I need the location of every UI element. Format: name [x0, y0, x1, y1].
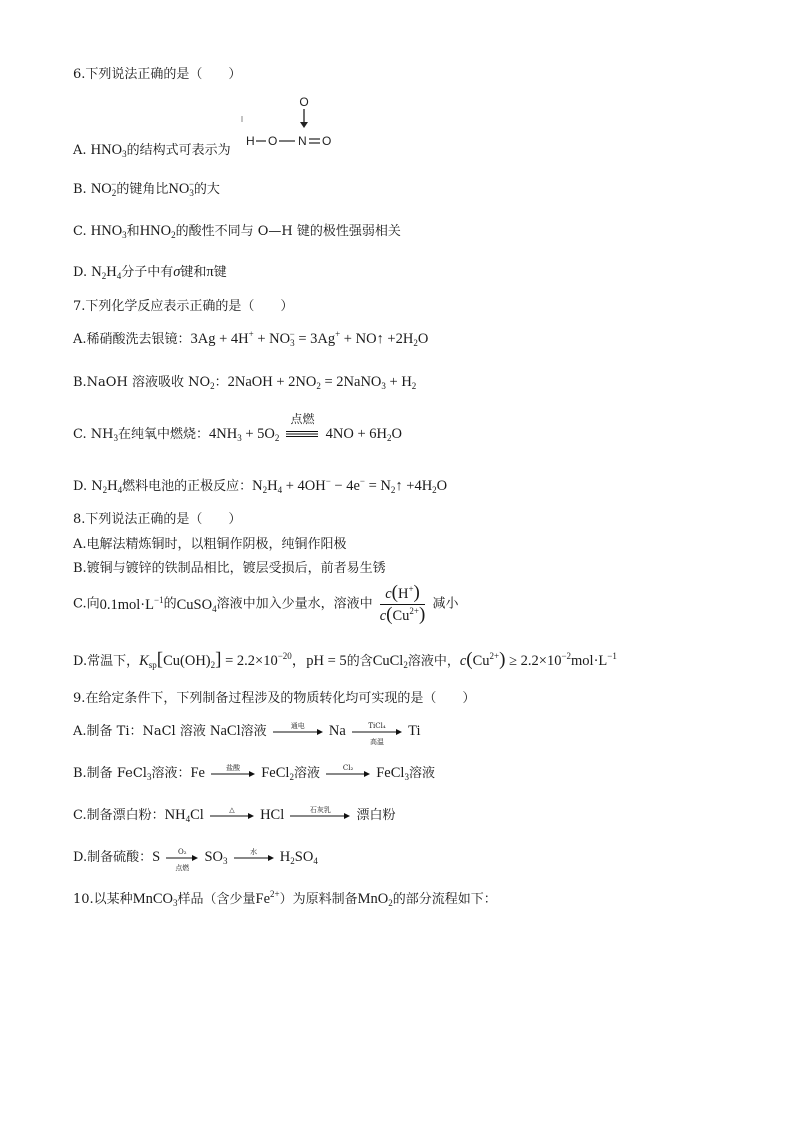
reaction-arrow: Cl₂ [326, 770, 370, 778]
reaction-arrow: 石灰乳 [290, 812, 350, 820]
q8-stem: 8.下列说法正确的是（ ） [73, 512, 242, 527]
q6-option-c: C. $HNO_3$和$HNO_2$的酸性不同与 O—H 键的极性强弱相关 [73, 223, 401, 240]
reaction-arrow: 水 [234, 854, 274, 862]
svg-text:O: O [268, 134, 278, 148]
q6-option-d: D. $N_2H_4$分子中有σ键和π键 [73, 264, 227, 281]
q6-stem: 6.下列说法正确的是（ ） [73, 67, 242, 82]
reaction-arrow: TiCl₄ 高温 [352, 728, 402, 736]
q8-option-d: D.常温下，$K_{sp}[Cu(OH)_2] = 2.2\times 10^{-20}$，pH = 5的含CuCl$_2$溶液中，$c(Cu^{2+}) \ge 2.2\times 10^{-2}mol\cdot L^{-1}$ [73, 649, 617, 670]
q7-option-a: A.稀硝酸洗去银镜：$3Ag + 4H^+ + NO_3^- = 3Ag^+$ + NO↑ $+2H_2O$ [73, 329, 429, 348]
q9-option-c: C.制备漂白粉：$NH_4Cl$ △ HCl 石灰乳 漂白粉 [73, 805, 396, 824]
q7-option-d: D. $N_2H_4$燃料电池的正极反应：$N_2H_4 + 4OH^- - 4e^-$ = $N_2↑ +4H_2O$ [73, 476, 448, 495]
q9-stem: 9.在给定条件下，下列制备过程涉及的物质转化均可实现的是（ ） [73, 691, 476, 706]
reaction-arrow: 盐酸 [211, 770, 255, 778]
q9-option-b: B.制备 FeCl$_3$溶液：Fe 盐酸 FeCl$_2$溶液 Cl₂ FeCl$_3$溶液 [73, 763, 435, 782]
q7-stem: 7.下列化学反应表示正确的是（ ） [73, 299, 294, 314]
q8-option-a: A.电解法精炼铜时，以粗铜作阴极，纯铜作阳极 [73, 537, 347, 552]
reaction-arrow: O₂ 点燃 [166, 854, 198, 862]
q9-option-a: A.制备 Ti：NaCl 溶液 NaCl溶液 通电 Na TiCl₄ 高温 Ti [73, 721, 421, 746]
svg-text:O: O [299, 95, 309, 109]
q7-option-c: C. $NH_3$在纯氧中燃烧：$4NH_3 + 5O_2$ 点燃 $4NO + 6H_2O$ [73, 411, 402, 443]
q8-option-c: C.向$0.1mol\cdot L^{-1}$的CuSO$_4$溶液中加入少量水，溶液中 $\frac{c(H^+)}{c(Cu^{2+})}$ 减小 [73, 582, 459, 625]
hno3-structure-diagram [239, 92, 339, 154]
svg-text:N: N [298, 134, 307, 148]
q6-option-b: B. $NO_2^-$的键角比$NO_3^-$的大 [73, 179, 220, 198]
svg-text:H: H [246, 134, 255, 148]
q10-stem: 10.以某种MnCO$_3$样品（含少量$Fe^{2+}$）为原料制备MnO$_2$的部分流程如下： [73, 889, 497, 908]
reaction-arrow: △ [210, 812, 254, 820]
q9-option-d: D.制备硫酸：S O₂ 点燃 $SO_3$ 水 $H_2SO_4$ [73, 847, 318, 872]
svg-text:O: O [322, 134, 332, 148]
ignite-equals-sign: 点燃 [290, 411, 315, 426]
h-cu-ratio-fraction: $\frac{c(H^+)}{c(Cu^{2+})}$ [379, 582, 426, 625]
q6-option-a: A. $HNO_3$的结构式可表示为 [73, 142, 231, 159]
q7-option-b: B.NaOH 溶液吸收 $NO_2$：2NaOH + $2NO_2$ = 2NaNO$_3$ + $H_2$ [73, 374, 417, 391]
reaction-arrow: 通电 [273, 728, 323, 736]
q8-option-b: B.镀铜与镀锌的铁制品相比，镀层受损后，前者易生锈 [73, 561, 386, 576]
